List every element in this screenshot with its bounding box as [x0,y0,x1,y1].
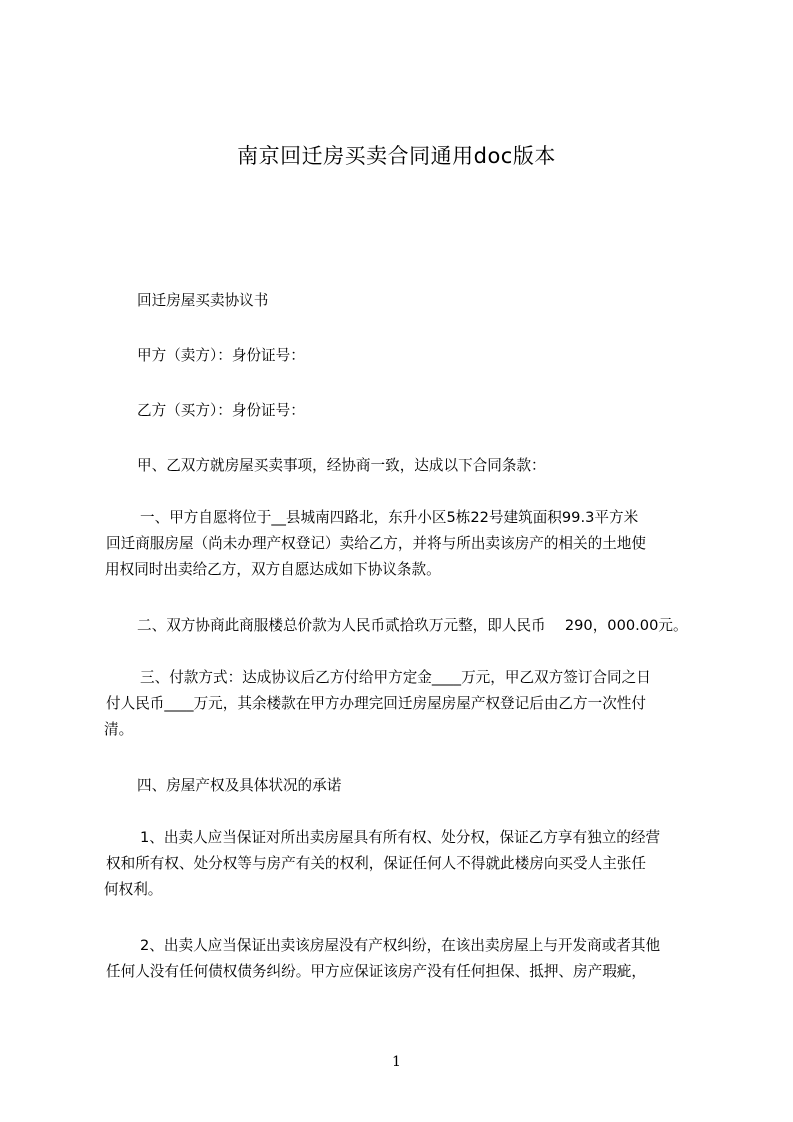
clause-1-line: 一、甲方自愿将位于__县城南四路北，东升小区5栋22号建筑面积99.3平方米 [140,509,639,526]
item-2-line: 2、出卖人应当保证出卖该房屋没有产权纠纷，在该出卖房屋上与开发商或者其他 [140,937,661,954]
clause-3-line: 三、付款方式：达成协议后乙方付给甲方定金____万元，甲乙双方签订合同之日 [140,669,651,686]
agreement-heading: 回迁房屋买卖协议书 [137,292,269,309]
document-title: 南京回迁房买卖合同通用doc版本 [237,144,556,168]
clause-1-line: 回迁商服房屋（尚未办理产权登记）卖给乙方，并将与所出卖该房产的相关的土地使 [106,535,646,552]
party-a-line: 甲方（卖方）：身份证号： [137,347,305,364]
clause-2-paragraph: 二、双方协商此商服楼总价款为人民币贰拾玖万元整，即人民币 290，000.00元。 [137,617,688,634]
clause-1-line: 用权同时出卖给乙方，双方自愿达成如下协议条款。 [105,561,441,578]
item-1-paragraph [104,825,660,903]
clause-3-paragraph [104,665,651,743]
clause-1-paragraph [104,505,646,583]
item-1-line: 何权利。 [104,881,163,898]
intro-paragraph: 甲、乙双方就房屋买卖事项，经协商一致，达成以下合同条款： [137,457,546,474]
item-1-line: 权和所有权、处分权等与房产有关的权利，保证任何人不得就此楼房向买受人主张任 [106,855,646,872]
item-2-line: 任何人没有任何债权债务纠纷。甲方应保证该房产没有任何担保、抵押、房产瑕疵， [106,963,646,980]
item-2-paragraph [104,933,660,985]
party-b-line: 乙方（买方）：身份证号： [137,402,305,419]
clause-3-line: 付人民币____万元，其余楼款在甲方办理完回迁房屋房屋产权登记后由乙方一次性付 [106,695,646,712]
item-1-line: 1、出卖人应当保证对所出卖房屋具有所有权、处分权，保证乙方享有独立的经营 [140,829,661,846]
clause-3-line: 清。 [104,721,134,738]
page-number: 1 [392,1054,401,1070]
clause-4-heading: 四、房屋产权及具体状况的承诺 [137,777,342,794]
